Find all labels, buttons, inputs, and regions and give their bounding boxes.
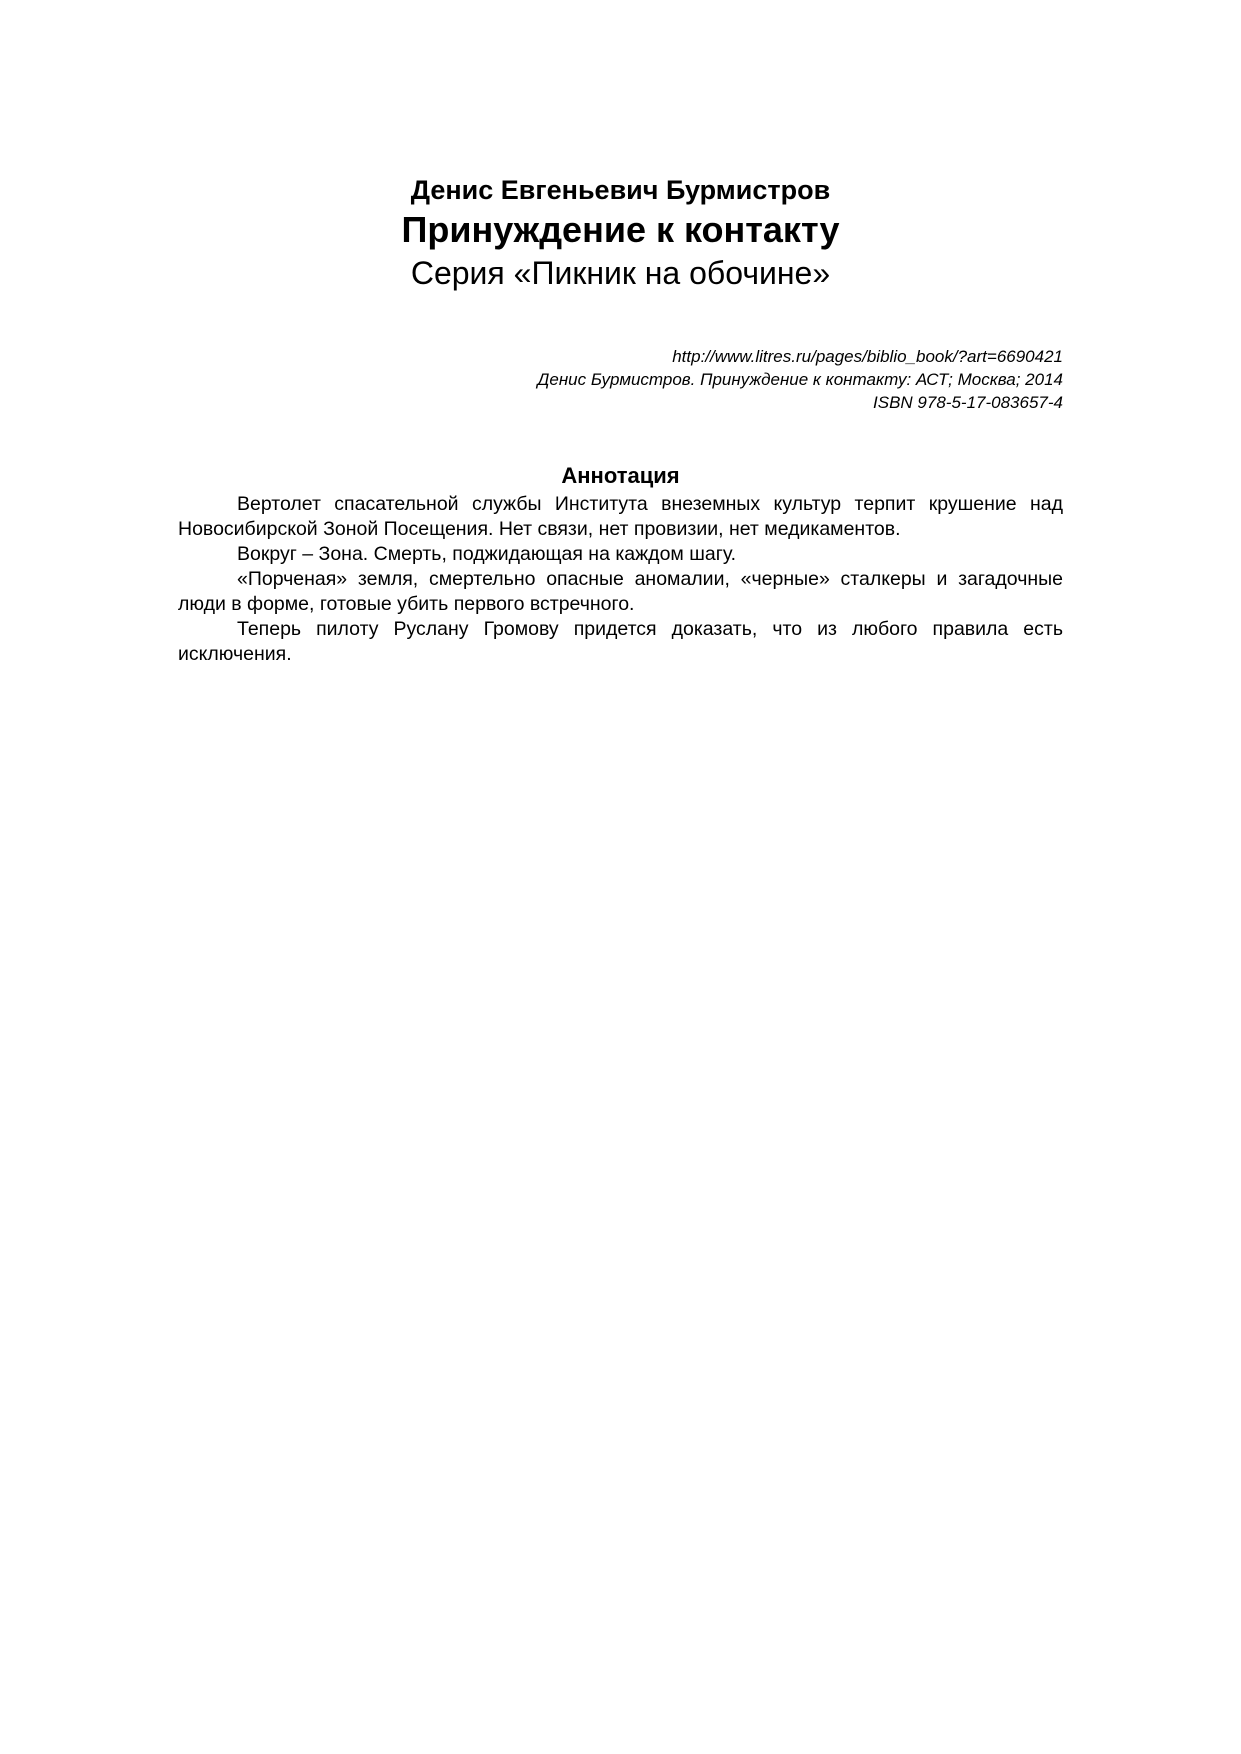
- isbn-line: ISBN 978-5-17-083657-4: [873, 393, 1063, 412]
- author-name: Денис Евгеньевич Бурмистров: [410, 175, 831, 205]
- source-url: http://www.litres.ru/pages/biblio_book/?art=6690421: [672, 347, 1063, 366]
- annotation-section: [178, 462, 1063, 667]
- title-block: [178, 172, 1063, 294]
- annotation-paragraph: Вокруг – Зона. Смерть, поджидающая на каждом шагу.: [237, 543, 737, 565]
- book-title: Принуждение к контакту: [401, 209, 840, 250]
- annotation-paragraph: Вертолет спасательной службы Института внеземных культур терпит крушение над Новосибирской Зоной Посещения. Нет связи, нет провизии, нет медикаментов.: [178, 493, 1063, 540]
- annotation-paragraph: «Порченая» земля, смертельно опасные аномалии, «черные» сталкеры и загадочные люди в форме, готовые убить первого встречного.: [178, 568, 1063, 615]
- annotation-paragraph: Теперь пилоту Руслану Громову придется доказать, что из любого правила есть исключения.: [178, 618, 1063, 665]
- publication-meta: [178, 345, 1063, 414]
- annotation-heading: Аннотация: [561, 463, 680, 488]
- citation-line: Денис Бурмистров. Принуждение к контакту: АСТ; Москва; 2014: [537, 370, 1063, 389]
- series-title: Серия «Пикник на обочине»: [410, 255, 831, 291]
